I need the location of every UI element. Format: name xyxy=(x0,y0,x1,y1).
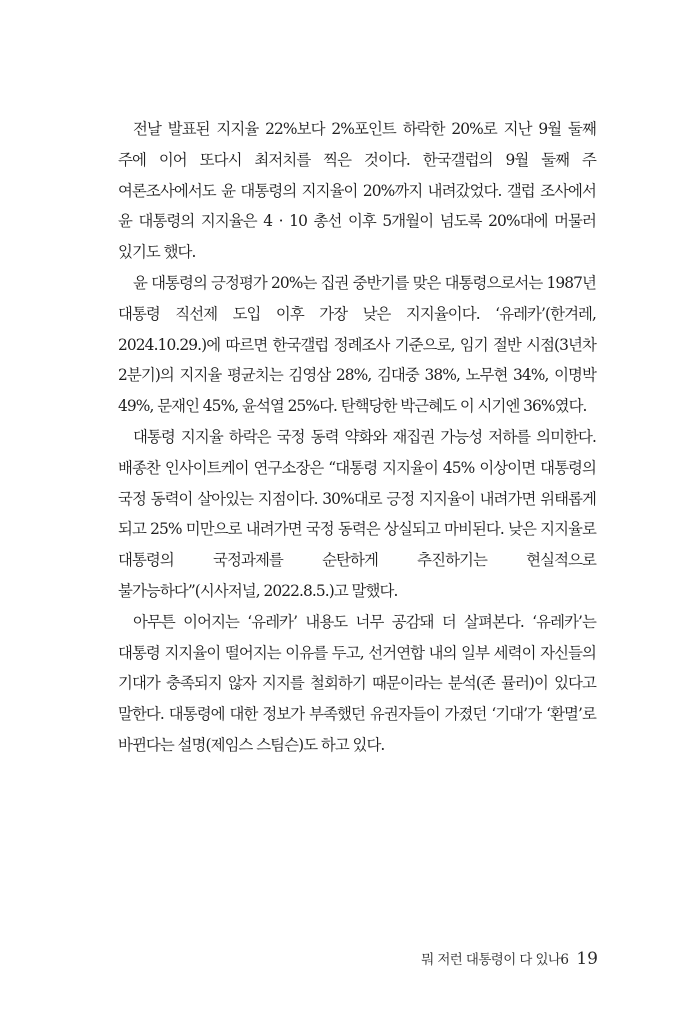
paragraph-1: 전날 발표된 지지율 22%보다 2%포인트 하락한 20%로 지난 9월 둘째 주에 이어 또다시 최저치를 찍은 것이다. 한국갤럽의 9월 둘째 주 여론조사에서도 윤 대통령의 지지율이 20%까지 내려갔었다. 갤럽 조사에서 윤 대통령의 지지율은 4 · 10 총선 이후 5개월이 넘도록 20%대에 머물러 있기도 했다. xyxy=(118,120,596,262)
paragraph-2: 윤 대통령의 긍정평가 20%는 집권 중반기를 맞은 대통령으로서는 1987년 대통령 직선제 도입 이후 가장 낮은 지지율이다. ‘유레카’(한겨레, 2024.10.29.)에 따르면 한국갤럽 정례조사 기준으로, 임기 절반 시점(3년차 2분기)의 지지율 평균치는 김영삼 28%, 김대중 38%, 노무현 34%, 이명박 49%, 문재인 45%, 윤석열 25%다. 탄핵당한 박근혜도 이 시기엔 36%였다. xyxy=(118,273,596,416)
page-footer xyxy=(421,948,598,969)
paragraph-3: 대통령 지지율 하락은 국정 동력 약화와 재집권 가능성 저하를 의미한다. 배종찬 인사이트케이 연구소장은 “대통령 지지율이 45% 이상이면 대통령의 국정 동력이 살아있는 지점이다. 30%대로 긍정 지지율이 내려가면 위태롭게 되고 25% 미만으로 내려가면 국정 동력은 상실되고 마비된다. 낮은 지지율로 대통령의 국정과제를 순탄하게 추진하기는 현실적으로 불가능하다”(시사저널, 2022.8.5.)고 말했다. xyxy=(118,427,596,600)
page-number: 19 xyxy=(576,949,598,969)
page-body xyxy=(118,114,596,761)
running-title: 뭐 저런 대통령이 다 있나6 xyxy=(421,952,569,968)
paragraph-4: 아무튼 이어지는 ‘유레카’ 내용도 너무 공감돼 더 살펴본다. ‘유레카’는 대통령 지지율이 떨어지는 이유를 두고, 선거연합 내의 일부 세력이 자신들의 기대가 충족되지 않자 지지를 철회하기 때문이라는 분석(존 뮬러)이 있다고 말한다. 대통령에 대한 정보가 부족했던 유권자들이 가졌던 ‘기대’가 ‘환멸’로 바뀐다는 설명(제임스 스팀슨)도 하고 있다. xyxy=(118,612,596,754)
